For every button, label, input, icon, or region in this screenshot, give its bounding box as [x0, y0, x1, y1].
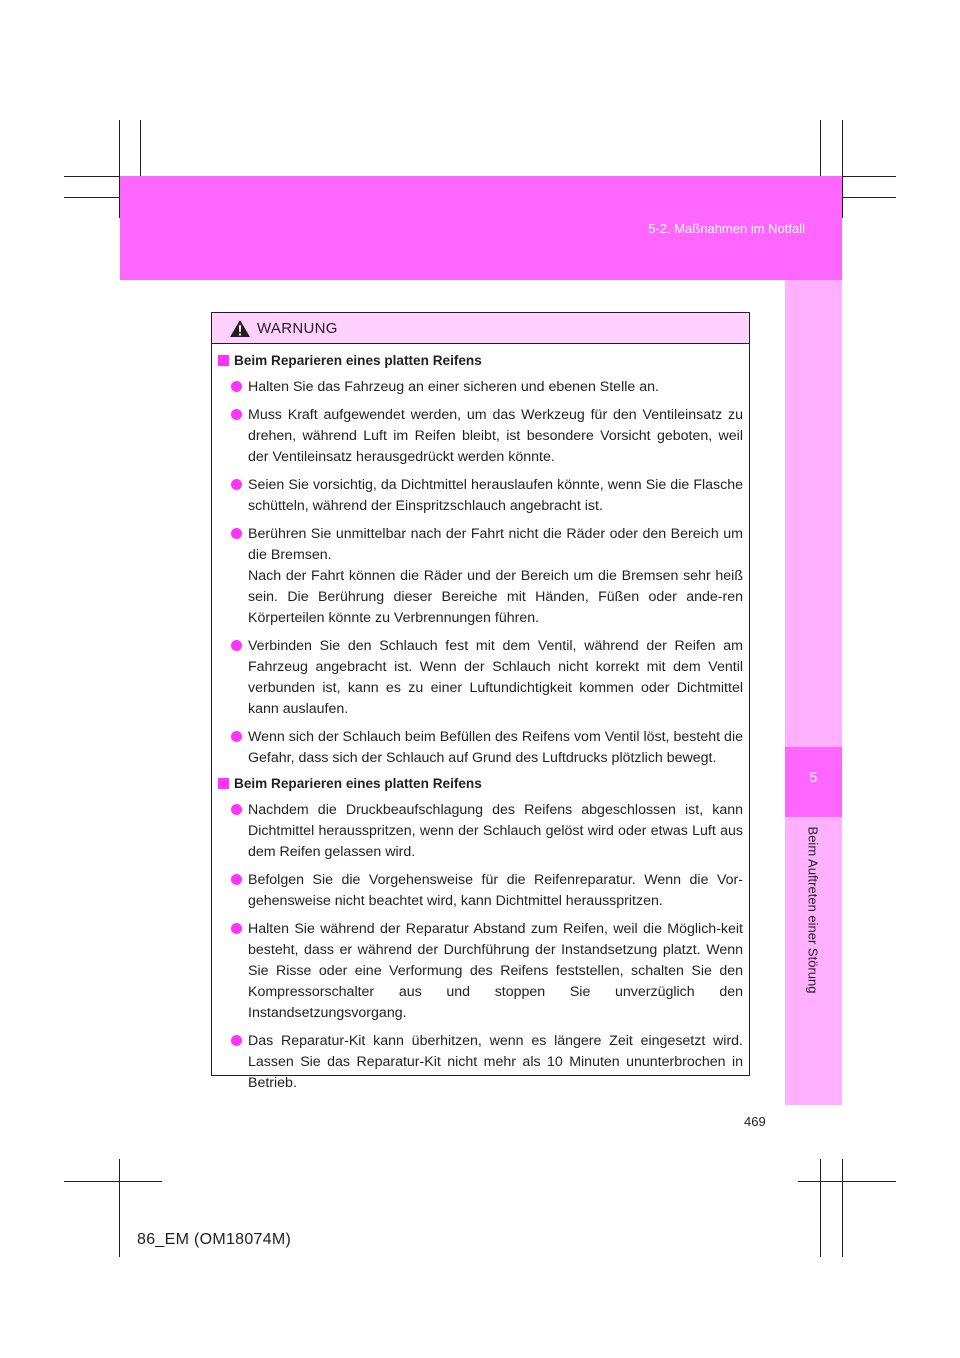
list-item: [231, 870, 743, 912]
chapter-tab: [785, 747, 842, 817]
list-item-text: Befolgen Sie die Vorgehensweise für die Reifenreparatur. Wenn die Vor-gehensweise nicht beachtet wird, kann Dichtmittel herausspritzen.: [248, 872, 743, 909]
list-item: [231, 727, 743, 769]
chapter-number: 5: [809, 769, 818, 785]
warning-box: [211, 312, 750, 1091]
crop-mark: [842, 120, 843, 218]
section-title: 5-2. Maßnahmen im Notfall: [648, 221, 805, 236]
list-item: [231, 405, 743, 468]
bullet-dot-icon: [231, 640, 242, 651]
bullet-dot-icon: [231, 923, 242, 934]
warning-header: [212, 313, 749, 344]
list-item: [231, 919, 743, 1024]
square-bullet-icon: [218, 778, 229, 789]
list-item-text: Nachdem die Druckbeaufschlagung des Reifens abgeschlossen ist, kann Dichtmittel herausspritzen, wenn der Schlauch gelöst wird oder etwas Luft aus dem Reifen gelassen wird.: [248, 802, 743, 860]
list-item: [231, 377, 743, 398]
warning-triangle-icon: [229, 319, 251, 338]
bullet-dot-icon: [231, 731, 242, 742]
crop-mark: [119, 1159, 120, 1257]
bullet-dot-icon: [231, 381, 242, 392]
section-heading-text: Beim Reparieren eines platten Reifens: [234, 353, 482, 368]
list-item: [231, 1031, 743, 1094]
list-item: [231, 636, 743, 720]
warning-title: WARNUNG: [257, 319, 338, 337]
section-heading: [218, 776, 743, 791]
bullet-dot-icon: [231, 528, 242, 539]
list-item-text: Halten Sie das Fahrzeug an einer sicheren und ebenen Stelle an.: [248, 379, 659, 395]
list-item: [231, 800, 743, 863]
page-header: [120, 176, 842, 280]
crop-mark: [842, 1159, 843, 1257]
bullet-dot-icon: [231, 1035, 242, 1046]
bullet-dot-icon: [231, 409, 242, 420]
page-number: 469: [744, 1114, 766, 1129]
list-item: [231, 524, 743, 629]
chapter-title: Beim Auftreten einer Störung: [805, 826, 821, 994]
bullet-dot-icon: [231, 874, 242, 885]
list-item-text: Muss Kraft aufgewendet werden, um das Werkzeug für den Ventileinsatz zu drehen, während Luft im Reifen bleibt, ist besondere Vorsicht geboten, weil der Ventileinsatz herausgedrückt werden könnte.: [248, 407, 743, 465]
section-heading: [218, 353, 743, 368]
list-item: [231, 475, 743, 517]
crop-mark: [798, 1181, 896, 1182]
list-item-text: Seien Sie vorsichtig, da Dichtmittel herauslaufen könnte, wenn Sie die Flasche schütteln, während der Einspritzschlauch angebracht ist.: [248, 477, 743, 514]
crop-mark: [820, 1159, 821, 1257]
bullet-dot-icon: [231, 804, 242, 815]
list-item-text: Das Reparatur-Kit kann überhitzen, wenn es längere Zeit eingesetzt wird. Lassen Sie das Reparatur-Kit nicht mehr als 10 Minuten ununterbrochen in Betrieb.: [248, 1033, 743, 1091]
crop-mark: [64, 1181, 162, 1182]
document-code: 86_EM (OM18074M): [137, 1231, 292, 1248]
square-bullet-icon: [218, 355, 229, 366]
bullet-dot-icon: [231, 479, 242, 490]
list-item-text: Verbinden Sie den Schlauch fest mit dem Ventil, während der Reifen am Fahrzeug angebracht ist. Wenn der Schlauch nicht korrekt mit dem Ventil verbunden ist, kann es zu einer Luftundichtigkeit kommen oder Dichtmittel kann auslaufen.: [248, 638, 743, 717]
section-heading-text: Beim Reparieren eines platten Reifens: [234, 776, 482, 791]
list-item-text: Halten Sie während der Reparatur Abstand zum Reifen, weil die Möglich-keit besteht, dass er während der Durchführung der Instandsetzung platzt. Wenn Sie Risse oder eine Verformung des Reifens feststellen, schalten Sie den Kompressorschalter aus und stoppen Sie unverzüglich den Instandsetzungsvorgang.: [248, 921, 743, 1021]
list-item-text: Berühren Sie unmittelbar nach der Fahrt nicht die Räder oder den Bereich um die Bremsen. Nach der Fahrt können die Räder und der Bereich um die Bremsen sehr heiß sein. Die Berührung dieser Bereiche mit Händen, Füßen oder ande-ren Körperteilen könnte zu Verbrennungen führen.: [248, 526, 743, 626]
warning-body: [212, 344, 749, 1094]
list-item-text: Wenn sich der Schlauch beim Befüllen des Reifens vom Ventil löst, besteht die Gefahr, dass sich der Schlauch auf Grund des Luftdrucks plötzlich bewegt.: [248, 729, 743, 766]
